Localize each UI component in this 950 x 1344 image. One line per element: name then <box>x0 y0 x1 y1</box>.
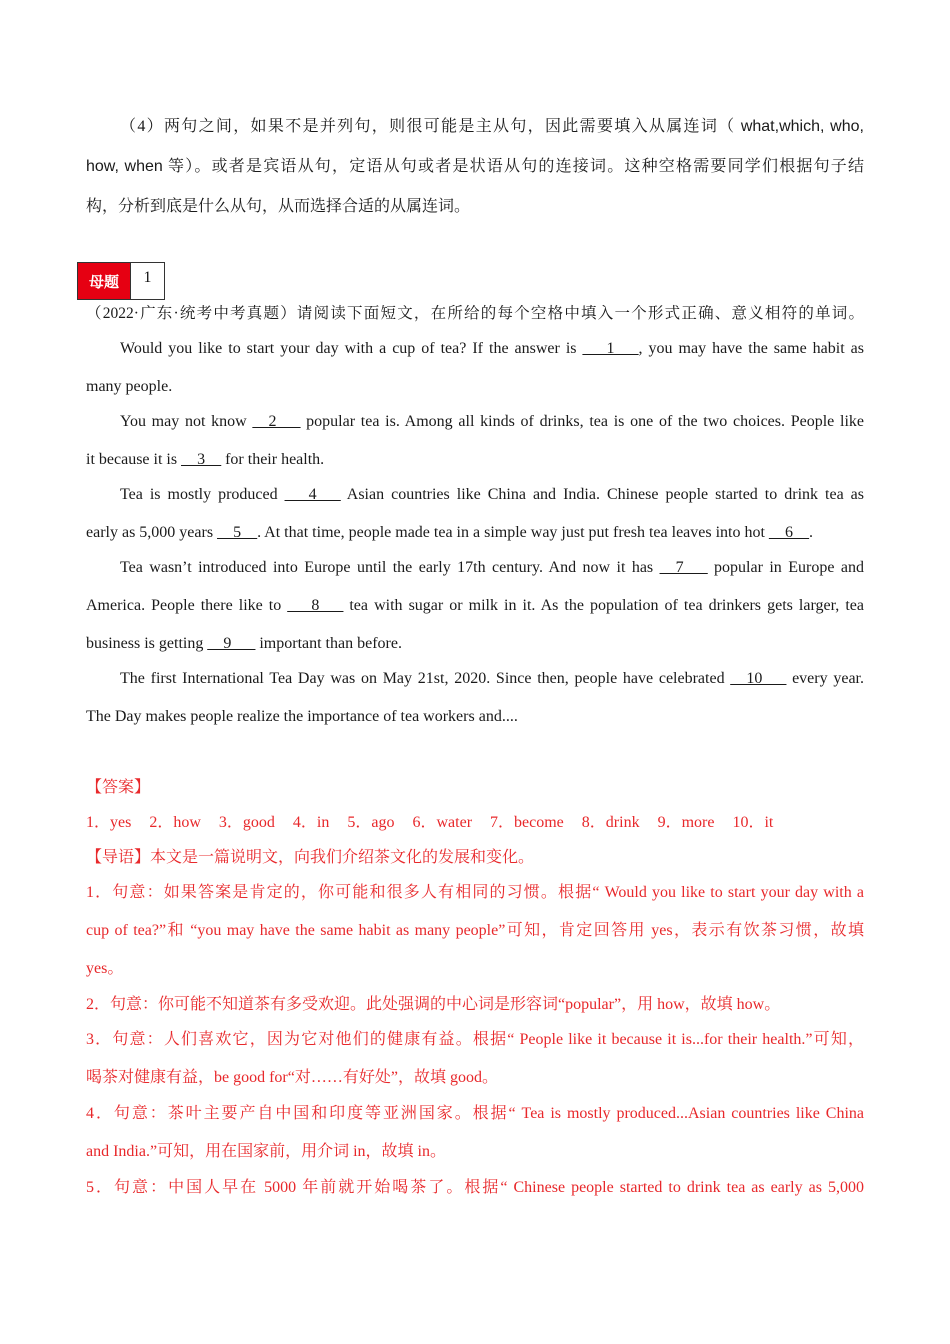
blank-9: __9___ <box>207 635 256 652</box>
explanation-5-line-1: 5．句意：中国人早在 5000 年前就开始喝茶了。根据“ Chinese people started to drink tea as early as 5,000 <box>86 1179 864 1196</box>
answer-guide: 【导语】本文是一篇说明文，向我们介绍茶文化的发展和变化。 <box>86 849 535 866</box>
question-source <box>86 304 864 324</box>
answer-item: 8．drink <box>581 814 640 831</box>
passage-text: many people. <box>86 378 173 395</box>
passage-text: tea with sugar or milk in it. As the population of tea drinkers gets larger, tea <box>343 597 864 614</box>
passage-text: . At that time, people made tea in a simple way just put fresh tea leaves into hot <box>257 524 769 541</box>
answer-item: 9．more <box>657 814 715 831</box>
passage-text: early as 5,000 years <box>86 524 218 541</box>
passage-p5-line-1 <box>120 669 864 689</box>
passage-text: Would you like to start your day with a cup of tea? If the answer is <box>120 340 583 357</box>
blank-1: ___1___ <box>582 340 639 357</box>
answer-item: 6．water <box>412 814 473 831</box>
answer-item: 1．yes <box>86 814 132 831</box>
badge-number: 1 <box>130 263 164 299</box>
passage-text: Asian countries like China and India. Chinese people started to drink tea as <box>340 486 864 503</box>
explanation-3-line-2: 喝茶对健康有益，be good for“对……有好处”，故填 good。 <box>86 1069 498 1086</box>
intro-keywords: what,which, who, <box>740 118 864 135</box>
answer-item: 4．in <box>292 814 330 831</box>
intro-line-2 <box>86 157 864 177</box>
passage-p5-line-2 <box>86 707 864 727</box>
passage-p4-line-3 <box>86 634 864 654</box>
badge-label: 母题 <box>78 263 130 299</box>
question-badge <box>77 262 165 300</box>
passage-text: . <box>808 524 813 541</box>
passage-text: popular in Europe and <box>707 559 864 576</box>
answer-header: 【答案】 <box>86 779 151 796</box>
explanation-1-line-3: yes。 <box>86 960 124 977</box>
passage-text: important than before. <box>255 635 402 652</box>
explanation-2-line-1: 2．句意：你可能不知道茶有多受欢迎。此处强调的中心词是形容词“popular”，用 how，故填 how。 <box>86 996 781 1013</box>
passage-p4-line-2 <box>86 596 864 616</box>
intro-line-3 <box>86 197 864 217</box>
blank-5: __5__ <box>217 524 258 541</box>
passage-p2-line-1 <box>120 412 864 432</box>
explanation-4-line-1: 4．句意：茶叶主要产自中国和印度等亚洲国家。根据“ Tea is mostly produced...Asian countries like China <box>86 1105 864 1122</box>
answer-item: 3．good <box>218 814 275 831</box>
blank-3: __3__ <box>181 451 222 468</box>
passage-p1-line-2 <box>86 377 864 397</box>
passage-p3-line-1 <box>120 485 864 505</box>
source-text: （2022·广东·统考中考真题）请阅读下面短文，在所给的每个空格中填入一个形式正确、意义相符的单词。 <box>86 305 864 322</box>
blank-10: __10___ <box>730 670 787 687</box>
explanation-1-line-1: 1．句意：如果答案是肯定的，你可能和很多人有相同的习惯。根据“ Would you like to start your day with a <box>86 884 864 901</box>
intro-text: 构，分析到底是什么从句，从而选择合适的从属连词。 <box>86 198 471 215</box>
blank-2: __2___ <box>252 413 301 430</box>
passage-text: The Day makes people realize the importance of tea workers and.... <box>86 708 518 725</box>
passage-p1-line-1 <box>120 339 864 359</box>
passage-text: business is getting <box>86 635 208 652</box>
passage-text: for their health. <box>221 451 325 468</box>
passage-text: You may not know <box>120 413 253 430</box>
explanation-4-line-2: and India.”可知，用在国家前，用介词 in，故填 in。 <box>86 1143 446 1160</box>
blank-7: __7___ <box>659 559 708 576</box>
intro-text: 等）。或者是宾语从句，定语从句或者是状语从句的连接词。这种空格需要同学们根据句子结 <box>162 158 864 175</box>
passage-text: it because it is <box>86 451 182 468</box>
blank-4: ___4___ <box>284 486 341 503</box>
explanation-3-line-1: 3．句意：人们喜欢它，因为它对他们的健康有益。根据“ People like it because it is...for their health.”可知， <box>86 1031 864 1048</box>
answer-item: 2．how <box>149 814 201 831</box>
answer-list <box>86 813 864 833</box>
blank-6: __6__ <box>768 524 809 541</box>
passage-text: , you may have the same habit as <box>638 340 864 357</box>
answer-item: 10．it <box>732 814 774 831</box>
intro-line-1 <box>120 117 864 137</box>
passage-text: The first International Tea Day was on May 21st, 2020. Since then, people have celebrated <box>120 670 731 687</box>
passage-p4-line-1 <box>120 558 864 578</box>
passage-text: every year. <box>786 670 864 687</box>
passage-text: popular tea is. Among all kinds of drinks, tea is one of the two choices. People like <box>300 413 865 430</box>
passage-p2-line-2 <box>86 450 864 470</box>
passage-p3-line-2 <box>86 523 864 543</box>
answer-item: 7．become <box>490 814 564 831</box>
passage-text: Tea wasn’t introduced into Europe until the early 17th century. And now it has <box>120 559 660 576</box>
explanation-1-line-2: cup of tea?”和 “you may have the same habit as many people”可知，肯定回答用 yes，表示有饮茶习惯，故填 <box>86 922 864 939</box>
answer-item: 5．ago <box>347 814 395 831</box>
passage-text: Tea is mostly produced <box>120 486 285 503</box>
passage-text: America. People there like to <box>86 597 288 614</box>
blank-8: ___8___ <box>287 597 344 614</box>
intro-keywords: how, when <box>86 158 163 175</box>
intro-text: （4）两句之间，如果不是并列句，则很可能是主从句，因此需要填入从属连词（ <box>120 118 741 135</box>
